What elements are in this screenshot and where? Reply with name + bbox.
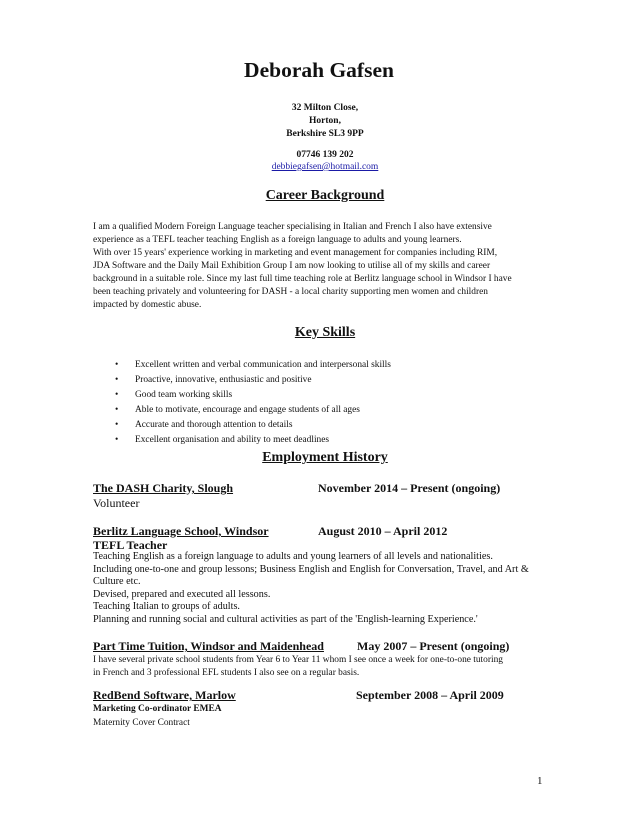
key-skills-list <box>115 358 391 448</box>
phone-number: 07746 139 202 <box>296 150 354 160</box>
employment-history-heading: Employment History <box>262 450 388 465</box>
job-dates: May 2007 – Present (ongoing) <box>357 639 510 653</box>
candidate-name: Deborah Gafsen <box>244 58 394 82</box>
bullet-icon: • <box>115 360 119 370</box>
email-link[interactable]: debbiegafsen@hotmail.com <box>271 162 379 172</box>
career-line: impacted by domestic abuse. <box>93 300 202 310</box>
career-line: With over 15 years' experience working in marketing and event management for companies including RIM, <box>93 248 498 258</box>
career-line: I am a qualified Modern Foreign Language teacher specialising in Italian and French I also have extensive <box>93 222 492 232</box>
career-line: been teaching privately and volunteering for DASH - a local charity supporting men women and children <box>93 287 488 297</box>
bullet-icon: • <box>115 375 119 385</box>
address-line-1: 32 Milton Close, <box>291 103 359 113</box>
bullet-icon: • <box>115 390 119 400</box>
career-line: background in a suitable role. Since my last full time teaching role at Berlitz language school in Windsor I have <box>93 274 512 284</box>
job-description <box>93 551 553 626</box>
bullet-icon: • <box>115 435 119 445</box>
bullet-icon: • <box>115 405 119 415</box>
job-employer: Part Time Tuition, Windsor and Maidenhead <box>93 639 324 653</box>
skill-item: • Excellent written and verbal communication and interpersonal skills <box>115 358 391 373</box>
job-dates: August 2010 – April 2012 <box>318 524 448 538</box>
job-dates: September 2008 – April 2009 <box>356 688 504 702</box>
career-line: experience as a TEFL teacher teaching English as a foreign language to adults and young learners. <box>93 235 462 245</box>
page-number: 1 <box>537 775 543 787</box>
skill-item: • Proactive, innovative, enthusiastic and positive <box>115 373 391 388</box>
job-line: Devised, prepared and executed all lessons. <box>93 588 271 600</box>
job-employer: Berlitz Language School, Windsor <box>93 524 269 538</box>
job-role: TEFL Teacher <box>93 538 168 552</box>
skill-item: • Accurate and thorough attention to details <box>115 418 391 433</box>
job-line: in French and 3 professional EFL students I also see on a regular basis. <box>93 668 360 678</box>
career-background-heading: Career Background <box>265 188 385 203</box>
job-employer: RedBend Software, Marlow <box>93 688 236 702</box>
skill-item: • Good team working skills <box>115 388 391 403</box>
skill-item: • Able to motivate, encourage and engage students of all ages <box>115 403 391 418</box>
job-contract-type: Maternity Cover Contract <box>93 718 190 728</box>
job-line: Teaching Italian to groups of adults. <box>93 601 240 612</box>
job-role: Marketing Co-ordinator EMEA <box>93 704 222 714</box>
job-line: Teaching English as a foreign language to adults and young learners of all levels and nationalities. <box>93 551 493 562</box>
bullet-icon: • <box>115 420 119 430</box>
address-line-3: Berkshire SL3 9PP <box>286 129 364 139</box>
job-role: Volunteer <box>93 496 140 510</box>
key-skills-heading: Key Skills <box>294 325 356 340</box>
job-description <box>93 654 553 680</box>
job-employer: The DASH Charity, Slough <box>93 481 234 495</box>
job-line: Including one-to-one and group lessons; Business English and English for Conversation, Travel, and Art & <box>93 563 529 575</box>
job-line: Culture etc. <box>93 576 141 587</box>
address-line-2: Horton, <box>309 116 341 126</box>
job-line: Planning and running social and cultural activities as part of the 'English-learning Experience.' <box>93 613 478 625</box>
job-dates: November 2014 – Present (ongoing) <box>318 481 501 495</box>
job-line: I have several private school students from Year 6 to Year 11 whom I see once a week for one-to-one tutoring <box>93 655 503 665</box>
career-line: JDA Software and the Daily Mail Exhibition Group I am now looking to utilise all of my skills and career <box>93 261 491 271</box>
career-background-text <box>93 221 543 312</box>
skill-item: • Excellent organisation and ability to meet deadlines <box>115 433 391 448</box>
